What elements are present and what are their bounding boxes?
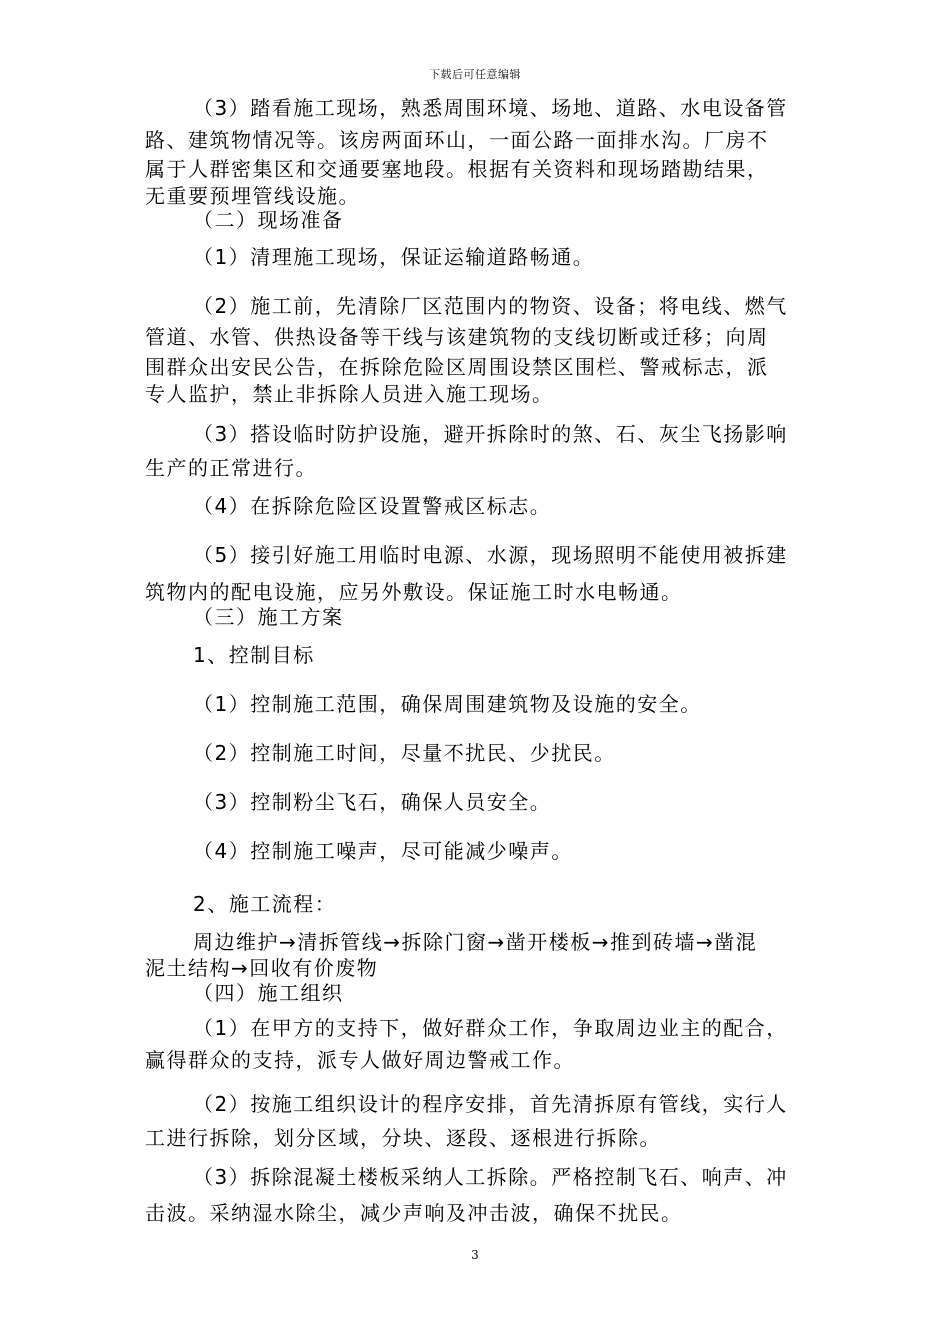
text-line: 生产的正常进行。 (145, 456, 317, 480)
text-line: （1）在甲方的支持下，做好群众工作，争取周边业主的配合， (193, 1016, 788, 1040)
text-line: 赢得群众的支持，派专人做好周边警戒工作。 (145, 1048, 575, 1072)
subsection-heading: 1、控制目标 (193, 643, 315, 667)
text-line: 无重要预埋管线设施。 (145, 184, 360, 208)
text-line: 击波。采纳湿水除尘，减少声响及冲击波，确保不扰民。 (145, 1201, 683, 1225)
page-number: 3 (471, 1248, 479, 1262)
text-line: （1）清理施工现场，保证运输道路畅通。 (193, 245, 595, 269)
text-line: （3）控制粉尘飞石，确保人员安全。 (193, 790, 552, 814)
text-line: （1）控制施工范围，确保周围建筑物及设施的安全。 (193, 692, 702, 716)
subsection-heading: 2、施工流程： (193, 892, 337, 916)
text-line: （5）接引好施工用临时电源、水源，现场照明不能使用被拆建 (193, 543, 788, 567)
text-line: 管道、水管、供热设备等干线与该建筑物的支线切断或迁移；向周 (145, 325, 769, 349)
text-line: （4）在拆除危险区设置警戒区标志。 (193, 494, 552, 518)
text-line: （2）施工前，先清除厂区范围内的物资、设备；将电线、燃气 (193, 294, 788, 318)
text-line: 泥土结构→回收有价废物 (145, 956, 379, 980)
text-line: （3）踏看施工现场，熟悉周围环境、场地、道路、水电设备管 (193, 96, 788, 120)
text-line: （4）控制施工噪声，尽可能减少噪声。 (193, 839, 573, 863)
text-line: （3）搭设临时防护设施，避开拆除时的煞、石、灰尘飞扬影响 (193, 422, 788, 446)
section-heading: （四）施工组织 (193, 981, 344, 1005)
page-header: 下载后可任意编辑 (429, 68, 521, 81)
section-heading: （二）现场准备 (193, 208, 344, 232)
text-line: （2）按施工组织设计的程序安排，首先清拆原有管线，实行人 (193, 1092, 788, 1116)
text-line: 属于人群密集区和交通要塞地段。根据有关资料和现场踏勘结果， (145, 157, 769, 181)
text-line: 筑物内的配电设施，应另外敷设。保证施工时水电畅通。 (145, 580, 683, 604)
text-line: 路、建筑物情况等。该房两面环山，一面公路一面排水沟。厂房不 (145, 128, 769, 152)
text-line: （3）拆除混凝土楼板采纳人工拆除。严格控制飞石、响声、冲 (193, 1165, 788, 1189)
text-line: （2）控制施工时间，尽量不扰民、少扰民。 (193, 741, 616, 765)
text-line: 专人监护，禁止非拆除人员进入施工现场。 (145, 382, 554, 406)
section-heading: （三）施工方案 (193, 605, 344, 629)
text-line: 周边维护→清拆管线→拆除门窗→凿开楼板→推到砖墙→凿混 (193, 930, 758, 954)
text-line: 围群众出安民公告，在拆除危险区周围设禁区围栏、警戒标志，派 (145, 355, 769, 379)
text-line: 工进行拆除，划分区域，分块、逐段、逐根进行拆除。 (145, 1126, 661, 1150)
